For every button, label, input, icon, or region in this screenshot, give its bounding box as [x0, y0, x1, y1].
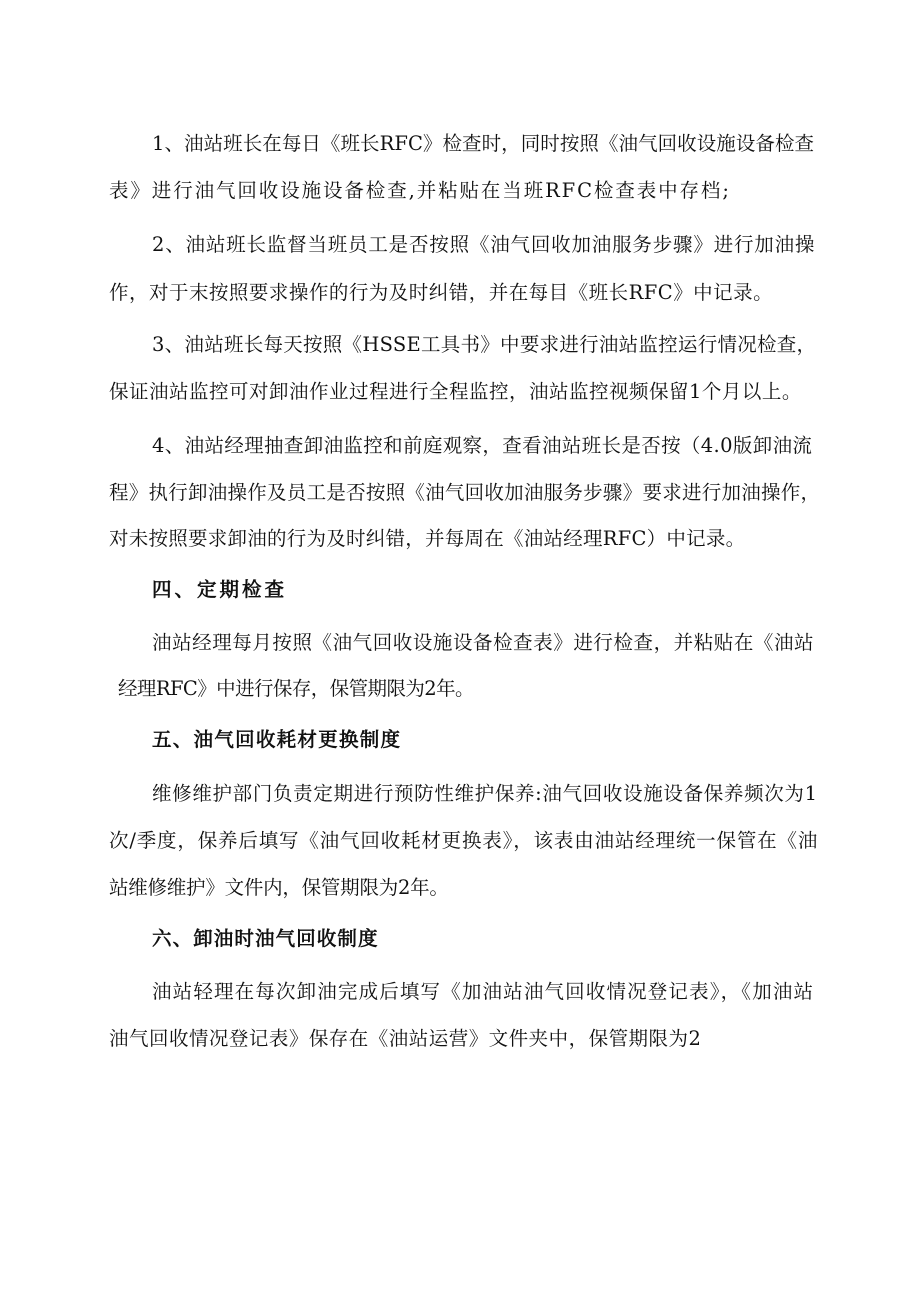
paragraph-7-line-2: 油气回收情况登记表》保存在《油站运营》文件夹中，保管期限为2	[109, 1027, 702, 1050]
paragraph-6-line-1: 维修维护部门负责定期进行预防性维护保养:油气回收设施设备保养频次为1	[152, 782, 818, 805]
paragraph-3-line-2: 保证油站监控可对卸油作业过程进行全程监控，油站监控视频保留1个月以上。	[109, 380, 802, 403]
paragraph-5-line-2: 经理RFC》中进行保存，保管期限为2年。	[118, 677, 474, 700]
section-heading-6: 六、卸油时油气回收制度	[152, 927, 379, 950]
paragraph-2-line-1: 2、油站班长监督当班员工是否按照《油气回收加油服务步骤》进行加油操	[152, 233, 816, 256]
section-heading-4: 四、定期检查	[152, 578, 288, 601]
paragraph-3-line-1: 3、油站班长每天按照《HSSE工具书》中要求进行油站监控运行情况检查，	[152, 333, 817, 356]
paragraph-2-line-2: 作，对于末按照要求操作的行为及时纠错，并在每目《班长RFC》中记录。	[109, 281, 774, 304]
paragraph-5-line-1: 油站经理每月按照《油气回收设施设备检查表》进行检查，并粘贴在《油站	[152, 631, 815, 654]
paragraph-1-line-2: 表》进行油气回收设施设备检查,并粘贴在当班RFC检查表中存档;	[109, 179, 731, 202]
paragraph-4-line-2: 程》执行卸油操作及员工是否按照《油气回收加油服务步骤》要求进行加油操作，	[109, 481, 821, 504]
paragraph-6-line-3: 站维修维护》文件内，保管期限为2年。	[109, 876, 449, 899]
paragraph-1-line-1: 1、油站班长在每日《班长RFC》检查时，同时按照《油气回收设施设备检查	[152, 132, 815, 155]
paragraph-4-line-3: 对未按照要求卸油的行为及时纠错，并每周在《油站经理RFC）中记录。	[109, 527, 746, 550]
paragraph-6-line-2: 次/季度，保养后填写《油气回收耗材更换表》，该表由油站经理统一保管在《油	[109, 829, 819, 852]
paragraph-4-line-1: 4、油站经理抽查卸油监控和前庭观察，查看油站班长是否按（4.0版卸油流	[152, 434, 813, 457]
paragraph-7-line-1: 油站轻理在每次卸油完成后填写《加油站油气回收情况登记表》，《加油站	[152, 980, 815, 1003]
section-heading-5: 五、油气回收耗材更换制度	[152, 728, 402, 751]
